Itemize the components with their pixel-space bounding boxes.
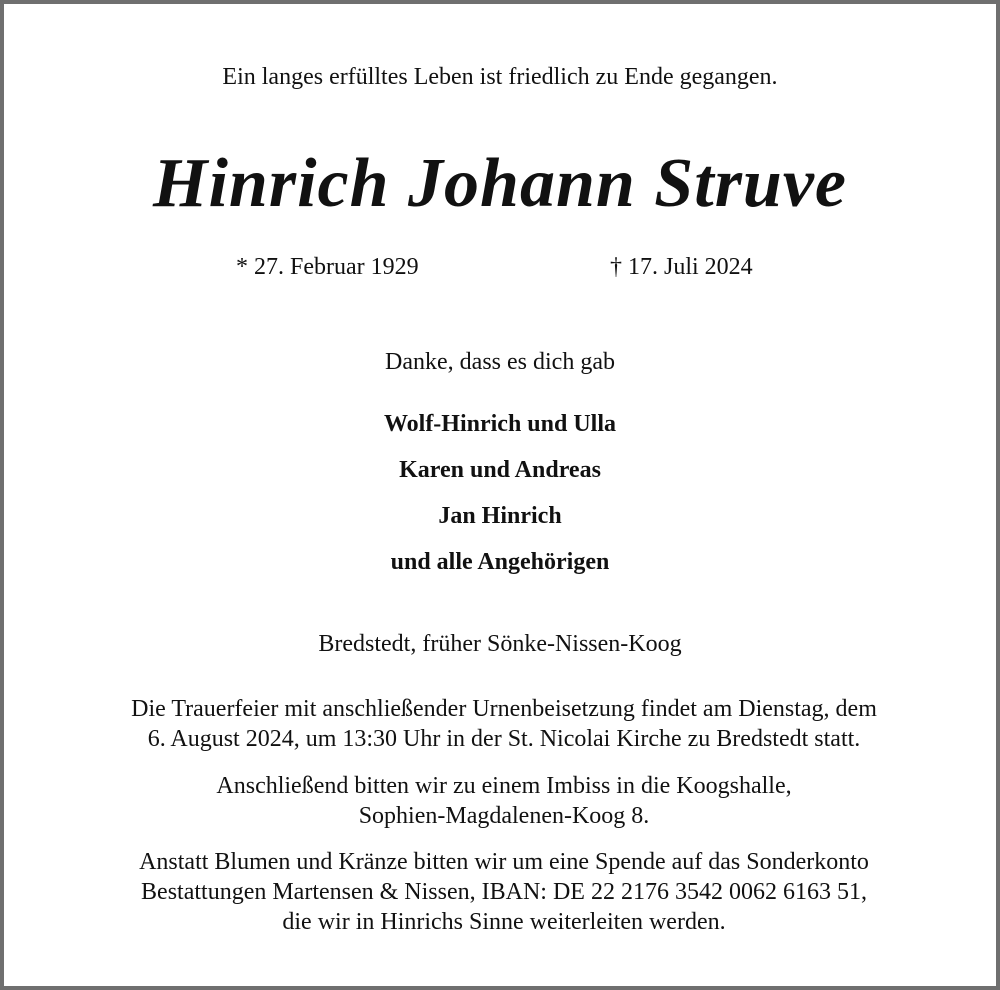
mourner-line: und alle Angehörigen — [390, 549, 610, 575]
death-date: † 17. Juli 2024 — [610, 254, 753, 280]
reception-paragraph — [64, 771, 944, 831]
mourner-line: Karen und Andreas — [399, 457, 601, 483]
donation-line: die wir in Hinrichs Sinne weiterleiten werden. — [282, 909, 726, 935]
intro-text: Ein langes erfülltes Leben ist friedlich zu Ende gegangen. — [222, 64, 778, 90]
mourner-line: Wolf-Hinrich und Ulla — [383, 411, 617, 437]
ceremony-line: 6. August 2024, um 13:30 Uhr in der St. Nicolai Kirche zu Bredstedt statt. — [147, 726, 861, 752]
donation-paragraph — [64, 847, 944, 937]
birth-date: * 27. Februar 1929 — [236, 254, 419, 280]
donation-line: Anstatt Blumen und Kränze bitten wir um eine Spende auf das Sonderkonto — [139, 849, 869, 875]
ceremony-line: Die Trauerfeier mit anschließender Urnenbeisetzung findet am Dienstag, dem — [131, 696, 877, 722]
reception-line: Anschließend bitten wir zu einem Imbiss in die Koogshalle, — [216, 773, 792, 799]
donation-line: Bestattungen Martensen & Nissen, IBAN: DE 22 2176 3542 0062 6163 51, — [141, 879, 867, 905]
ceremony-paragraph — [64, 694, 944, 754]
place-text: Bredstedt, früher Sönke-Nissen-Koog — [318, 631, 682, 657]
thanks-text: Danke, dass es dich gab — [385, 349, 615, 375]
deceased-name: Hinrich Johann Struve — [153, 145, 847, 222]
mourner-line: Jan Hinrich — [438, 503, 562, 529]
reception-line: Sophien-Magdalenen-Koog 8. — [358, 803, 650, 829]
